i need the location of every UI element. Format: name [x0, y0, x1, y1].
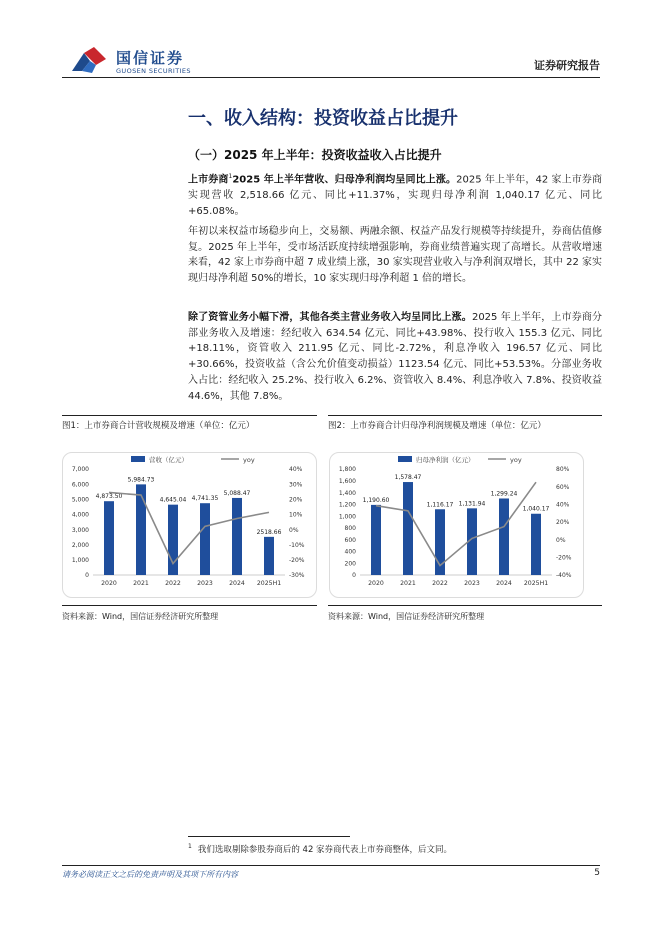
- footnote-mark: 1: [188, 843, 192, 851]
- profit-chart-left-tick: 1,600: [338, 477, 356, 485]
- revenue-chart-right-tick: 10%: [289, 511, 303, 519]
- section-title: 一、收入结构：投资收益占比提升: [188, 108, 458, 129]
- profit-chart-category-label: 2020: [368, 580, 384, 587]
- profit-chart-right-tick: -40%: [556, 572, 572, 580]
- profit-chart-bar-value-label: 1,116.17: [426, 501, 454, 509]
- brand-name-cn: 国信证券: [116, 49, 185, 67]
- profit-chart-bar: [531, 514, 541, 575]
- paragraph-segments-text: 2025 年上半年，上市券商分部业务收入及增速：经纪收入 634.54 亿元、同比+43.98%、投行收入 155.3 亿元、同比+18.11%，资管收入 211.95 亿元、同比-2.72%，利息净收入 196.57 亿元、同比+30.66%，投资收益（含公允价值变动损益）1123.54 亿元、同比+53.53%。分部业务收入占比：经纪收入 25.2%、投行收入 6.2%、资管收入 8.4%、利息净收入 7.8%、投资收益 44.6%，其他 7.8%。: [188, 312, 602, 402]
- profit-chart-right-tick: 20%: [556, 519, 570, 527]
- report-type-label: 证券研究报告: [534, 59, 600, 72]
- paragraph-summary-bold: 2025 年上半年营收、归母净利润均呈同比上涨。: [232, 174, 457, 186]
- revenue-chart-right-tick: -10%: [289, 541, 305, 549]
- revenue-chart-legend-label-line: yoy: [243, 456, 255, 464]
- revenue-chart-left-tick: 2,000: [71, 541, 89, 549]
- paragraph-market: 年初以来权益市场稳步向上，交易额、两融余额、权益产品发行规模等持续提升，券商估值修复。2025 年上半年，受市场活跃度持续增强影响，券商业绩普遍实现了高增长。从营收增速来看，42 家上市券商中超 7 成业绩上涨，30 家实现营业收入与净利润双增长，其中 22 家实现归母净利超 50%的增长，10 家实现归母净利超 1 倍的增长。: [188, 226, 602, 285]
- page-number: 5: [594, 868, 600, 878]
- figure1-source: 资料来源：Wind，国信证券经济研究所整理: [62, 612, 219, 621]
- revenue-chart-left-tick: 5,000: [71, 496, 89, 504]
- revenue-chart-category-label: 2020: [101, 580, 117, 587]
- profit-chart-left-tick: 800: [344, 525, 356, 533]
- footer-divider: [62, 865, 600, 866]
- profit-chart-left-tick: 400: [344, 548, 356, 556]
- revenue-chart-svg: [63, 453, 318, 599]
- profit-chart-bar-value-label: 1,190.60: [362, 496, 390, 504]
- profit-chart-category-label: 2023: [464, 580, 480, 587]
- header-divider: [62, 77, 600, 78]
- revenue-chart-right-tick: 0%: [289, 526, 299, 534]
- footnote-text: 我们选取剔除参股券商后的 42 家券商代表上市券商整体，后文同。: [197, 845, 453, 855]
- footnote-ref: 1: [228, 173, 233, 180]
- footnote-divider: [188, 836, 350, 837]
- profit-chart-right-tick: 0%: [556, 536, 566, 544]
- revenue-chart-category-label: 2025H1: [256, 580, 282, 587]
- profit-chart-bar-value-label: 1,040.17: [522, 505, 550, 513]
- revenue-chart-left-tick: 1,000: [71, 557, 89, 565]
- revenue-chart-category-label: 2021: [133, 580, 149, 587]
- revenue-chart-right-tick: 40%: [289, 466, 303, 474]
- figure1-bottom-rule: [62, 605, 317, 606]
- profit-chart-category-label: 2025H1: [523, 580, 549, 587]
- profit-chart-left-tick: 1,200: [338, 501, 356, 509]
- profit-chart-left-tick: 600: [344, 536, 356, 544]
- revenue-chart-bar-value-label: 5,984.73: [127, 476, 155, 484]
- revenue-chart-bar: [136, 484, 146, 575]
- revenue-chart-category-label: 2022: [165, 580, 181, 587]
- paragraph-summary: [188, 169, 602, 219]
- profit-chart-right-tick: 60%: [556, 483, 570, 491]
- profit-chart-legend-label-line: yoy: [510, 456, 522, 464]
- profit-chart-category-label: 2024: [496, 580, 512, 587]
- revenue-chart-bar: [232, 498, 242, 575]
- revenue-chart-legend-swatch-bar: [131, 456, 145, 462]
- profit-chart-left-tick: 200: [344, 560, 356, 568]
- revenue-chart-left-tick: 3,000: [71, 526, 89, 534]
- profit-chart-bar: [499, 498, 509, 575]
- profit-chart-left-tick: 1,000: [338, 513, 356, 521]
- revenue-chart-left-tick: 4,000: [71, 511, 89, 519]
- profit-chart-right-tick: 80%: [556, 466, 570, 474]
- figure2-bottom-rule: [328, 605, 602, 606]
- subsection-title: （一）2025 年上半年：投资收益收入占比提升: [188, 148, 442, 162]
- profit-chart-left-tick: 1,400: [338, 489, 356, 497]
- profit-chart-bar-value-label: 1,578.47: [394, 474, 422, 482]
- guosen-logo-icon: [70, 45, 110, 77]
- figure2-chart: [329, 452, 584, 598]
- revenue-chart-bar-value-label: 5,088.47: [223, 489, 251, 497]
- figure2-source: 资料来源：Wind，国信证券经济研究所整理: [328, 612, 485, 621]
- paragraph-segments-bold: 除了资管业务小幅下滑，其他各类主营业务收入均呈同比上涨。: [188, 312, 472, 323]
- figure2-caption: 图2：上市券商合计归母净利润规模及增速（单位：亿元）: [328, 421, 546, 431]
- profit-chart-bar: [371, 505, 381, 575]
- paragraph-segments: [188, 310, 602, 404]
- paragraph-summary-lead: 上市券商: [188, 174, 229, 186]
- revenue-chart-bar-value-label: 2518.66: [256, 528, 282, 536]
- revenue-chart-legend-label-bar: 营收（亿元）: [149, 456, 188, 464]
- profit-chart-right-tick: -20%: [556, 554, 572, 562]
- revenue-chart-right-tick: -30%: [289, 572, 305, 580]
- profit-chart-right-tick: 40%: [556, 501, 570, 509]
- profit-chart-bar: [403, 482, 413, 575]
- revenue-chart-left-tick: 6,000: [71, 481, 89, 489]
- revenue-chart-right-tick: -20%: [289, 557, 305, 565]
- profit-chart-svg: [330, 453, 585, 599]
- figure1-top-rule: [62, 415, 317, 416]
- revenue-chart-bar-value-label: 4,741.35: [191, 495, 219, 503]
- profit-chart-left-tick: 0: [352, 572, 356, 580]
- revenue-chart-right-tick: 20%: [289, 496, 303, 504]
- paragraph-summary-text: 2025 年上半年，42 家上市券商实现营收 2,518.66 亿元、同比+11.37%，实现归母净利润 1,040.17 亿元、同比+65.08%。: [188, 174, 602, 217]
- revenue-chart-left-tick: 0: [85, 572, 89, 580]
- figure2-top-rule: [328, 415, 602, 416]
- revenue-chart-left-tick: 7,000: [71, 466, 89, 474]
- revenue-chart-category-label: 2023: [197, 580, 213, 587]
- figure1-chart: [62, 452, 317, 598]
- footnote: [188, 843, 452, 855]
- revenue-chart-bar-value-label: 4,873.50: [95, 493, 123, 501]
- revenue-chart-yoy-line: [109, 489, 269, 563]
- profit-chart-category-label: 2021: [400, 580, 416, 587]
- figure1-caption: 图1：上市券商合计营收规模及增速（单位：亿元）: [62, 421, 255, 431]
- profit-chart-legend-swatch-bar: [398, 456, 412, 462]
- profit-chart-left-tick: 1,800: [338, 466, 356, 474]
- revenue-chart-bar: [104, 501, 114, 575]
- footer-disclaimer: 请务必阅读正文之后的免责声明及其项下所有内容: [62, 870, 238, 879]
- profit-chart-bar-value-label: 1,299.24: [490, 490, 518, 498]
- profit-chart-bar-value-label: 1,131.94: [458, 500, 486, 508]
- profit-chart-legend-label-bar: 归母净利润（亿元）: [416, 456, 475, 464]
- revenue-chart-bar: [264, 537, 274, 575]
- profit-chart-category-label: 2022: [432, 580, 448, 587]
- revenue-chart-right-tick: 30%: [289, 481, 303, 489]
- revenue-chart-bar: [200, 503, 210, 575]
- revenue-chart-category-label: 2024: [229, 580, 245, 587]
- brand-name-en: GUOSEN SECURITIES: [116, 67, 191, 75]
- revenue-chart-bar-value-label: 4,645.04: [159, 496, 187, 504]
